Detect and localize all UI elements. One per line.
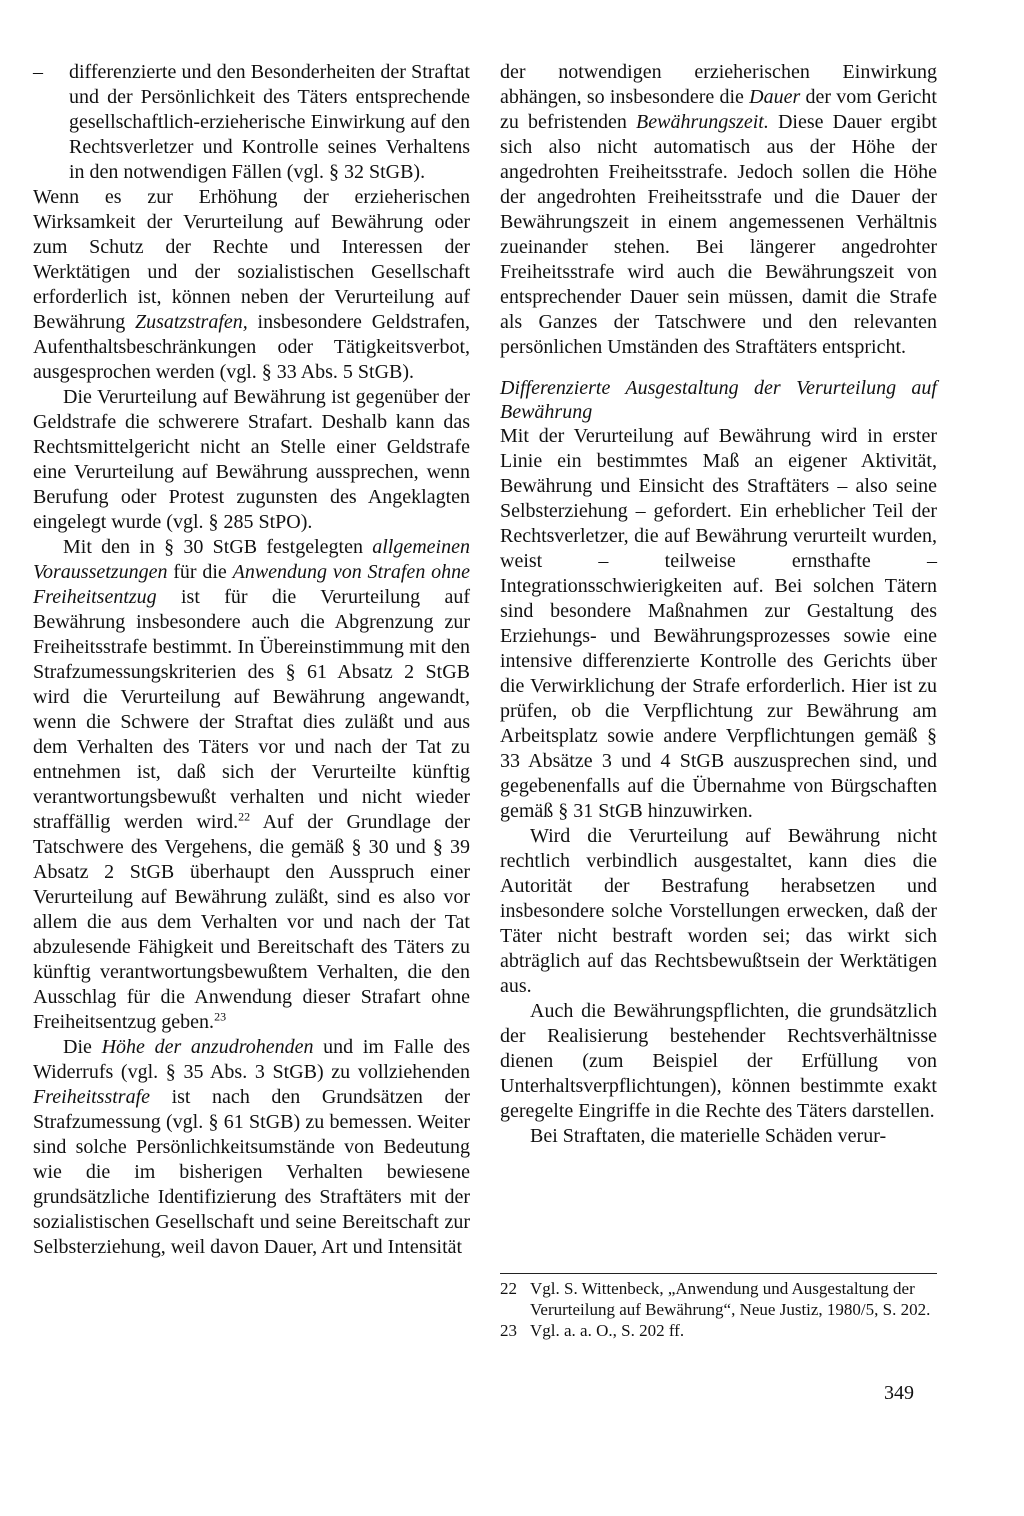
footnote-ref-23: 23 — [214, 1009, 227, 1024]
footnote-text: Vgl. a. a. O., S. 202 ff. — [530, 1321, 685, 1340]
emphasis: Anwendung von Strafen ohne Freiheitsentzug — [33, 561, 470, 608]
text-run: ist nach den Grundsätzen der Strafzumessung (vgl. § 61 StGB) zu bemessen. Weiter sind solche Persönlichkeitsumstände von Bedeutung wie die im bisherigen Verhalten bewiesene grundsätzliche Identifizierung des Straftäters mit der sozialistischen Gesellschaft und seine Bereitschaft zur Selbsterziehung, weil davon Dauer, Art und Intensität — [33, 1086, 470, 1258]
emphasis: Freiheitsstrafe — [33, 1086, 151, 1108]
dash-item-text: differenzierte und den Besonderheiten der Straftat und der Persönlichkeit des Täters entsprechende gesellschaftlich-erzieherische Einwirkung auf den Rechtsverletzer und Kontrolle seines Verhaltens in den notwendigen Fällen (vgl. § 32 StGB). — [69, 61, 470, 183]
paragraph-selbsterziehung: Mit der Verurteilung auf Bewährung wird in erster Linie ein bestimmtes Maß an eigener Aktivität, Bewährung und Einsicht des Straftäters – also seine Selbsterziehung – gefordert. Ein erheblicher Teil der Rechtsverletzer, die auf Bewährung verurteilt wurden, weist – teilweise ernsthafte – Integrationsschwierigkeiten auf. Bei solchen Tätern sind besondere Maßnahmen zur Gestaltung des Erziehungs- und Bewährungsprozesses sowie eine intensive differenzierte Kontrolle des Gerichts über die Verwirklichung der Strafe erforderlich. Hier ist zu prüfen, ob die Verpflichtung zur Bewährung am Arbeitsplatz sowie andere Verpflichtungen gemäß § 33 Absätze 3 und 4 StGB auszusprechen sind, und gegebenenfalls auf die Übernahme von Bürgschaften gemäß § 31 StGB hinzuwirken. — [500, 425, 937, 822]
text-run: und im Falle des Widerrufs (vgl. § 35 Abs. 3 StGB) zu vollziehenden — [33, 1036, 470, 1083]
text-run: ist für die Verurteilung auf Bewährung insbesondere auch die Abgrenzung zur Freiheitsstrafe bestimmt. In Übereinstimmung mit den Strafzumessungskriterien des § 61 Absatz 2 StGB wird die Verurteilung auf Bewährung angewandt, wenn die Schwere der Straftat dies zuläßt und aus dem Verhalten des Täters vor und nach der Tat zu entnehmen ist, daß sich der Verurteilte künftig verantwortungsbewußt verhalten und nicht wieder straffällig werden wird. — [33, 586, 470, 833]
emphasis: Höhe der anzudrohenden — [101, 1036, 314, 1058]
paragraph-bewaehrungszeit — [500, 60, 937, 360]
paragraph-bewaehrungspflichten: Auch die Bewährungspflichten, die grundsätzlich der Realisierung bestehender Rechtsverhältnisse dienen (zum Beispiel der Erfüllung von Unterhaltsverpflichtungen), können bestimmte exakt geregelte Eingriffe in die Rechte des Täters darstellen. — [500, 1000, 937, 1122]
footnote-ref-22: 22 — [238, 809, 251, 824]
footnote-text: Vgl. S. Wittenbeck, „Anwendung und Ausgestaltung der Verurteilung auf Bewährung“, Neue Justiz, 1980/5, S. 202. — [530, 1279, 931, 1319]
paragraph-voraussetzungen — [33, 535, 470, 1035]
footnotes — [500, 1273, 937, 1341]
footnote — [500, 1278, 937, 1320]
paragraph-schwerere-strafart: Die Verurteilung auf Bewährung ist gegenüber der Geldstrafe die schwerere Strafart. Deshalb kann das Rechtsmittelgericht nicht an Stelle einer Geldstrafe eine Verurteilung auf Bewährung aussprechen, wenn Berufung oder Protest zugunsten des Angeklagten eingelegt wurde (vgl. § 285 StPO). — [33, 386, 470, 533]
emphasis: Zusatzstrafen, — [134, 311, 248, 333]
text-run: Die — [63, 1036, 102, 1058]
text-run: Mit den in § 30 StGB festgelegten — [63, 536, 373, 558]
text-run: Diese Dauer ergibt sich also nicht automatisch aus der Höhe der angedrohten Freiheitsstrafe. Jedoch sollen die Höhe der angedrohten Freiheitsstrafe und die Dauer der Bewährungszeit in einem angemessenen Verhältnis zueinander stehen. Bei längerer angedrohter Freiheitsstrafe wird auch die Bewährungszeit von entsprechender Dauer sein müssen, damit die Strafe als Ganzes der Tatschwere und den relevanten persönlichen Umständen des Straftäters entspricht. — [500, 111, 937, 358]
footnote-number: 23 — [500, 1321, 517, 1340]
text-run: der vom Gericht zu befristenden — [500, 86, 937, 133]
footnote-number: 22 — [500, 1279, 517, 1298]
text-run: Auf der Grundlage der Tatschwere des Vergehens, die gemäß § 30 und § 39 Absatz 2 StGB überhaupt den Ausspruch einer Verurteilung auf Bewährung zuläßt, sind es also vor allem die aus dem Verhalten vor und nach der Tat abzulesende Fähigkeit und Bereitschaft des Täters zu künftig verantwortungsbewußtem Verhalten, die den Ausschlag für die Anwendung dieser Strafart ohne Freiheitsentzug geben. — [33, 811, 470, 1033]
dash-list-item — [33, 60, 470, 185]
left-column — [33, 60, 470, 1260]
emphasis: allgemeinen Voraussetzungen — [33, 536, 470, 583]
paragraph-schaeden: Bei Straftaten, die materielle Schäden verur- — [530, 1125, 887, 1147]
footnote — [500, 1320, 937, 1341]
dash-marker: – — [33, 61, 43, 83]
paragraph-hoehe-freiheitsstrafe — [33, 1035, 470, 1260]
section-heading: Differenzierte Ausgestaltung der Verurteilung auf Bewährung — [500, 377, 937, 423]
text-run: Wenn es zur Erhöhung der erzieherischen Wirksamkeit der Verurteilung auf Bewährung oder zum Schutz der Rechte und Interessen der Werktätigen und der sozialistischen Gesellschaft erforderlich ist, können neben der Verurteilung auf Bewährung — [33, 186, 470, 333]
text-run: für die — [167, 561, 233, 583]
text-run: insbesondere Geldstrafen, Aufenthaltsbeschränkungen oder Tätigkeitsverbot, ausgesprochen werden (vgl. § 33 Abs. 5 StGB). — [33, 311, 470, 383]
emphasis: Bewährungszeit. — [636, 111, 769, 133]
right-column — [500, 60, 937, 1149]
emphasis: Dauer — [749, 86, 801, 108]
page-number: 349 — [884, 1382, 914, 1404]
paragraph-autoritaet: Wird die Verurteilung auf Bewährung nicht rechtlich verbindlich ausgestaltet, kann dies die Autorität der Bestrafung herabsetzen und insbesondere solche Vorstellungen erwecken, daß der Täter nicht bestraft worden sei; das wirkt sich abträglich auf das Rechtsbewußtsein der Werktätigen aus. — [500, 825, 937, 997]
paragraph-zusatzstrafen — [33, 185, 470, 385]
text-run: der notwendigen erzieherischen Einwirkung abhängen, so insbesondere die — [500, 61, 937, 108]
